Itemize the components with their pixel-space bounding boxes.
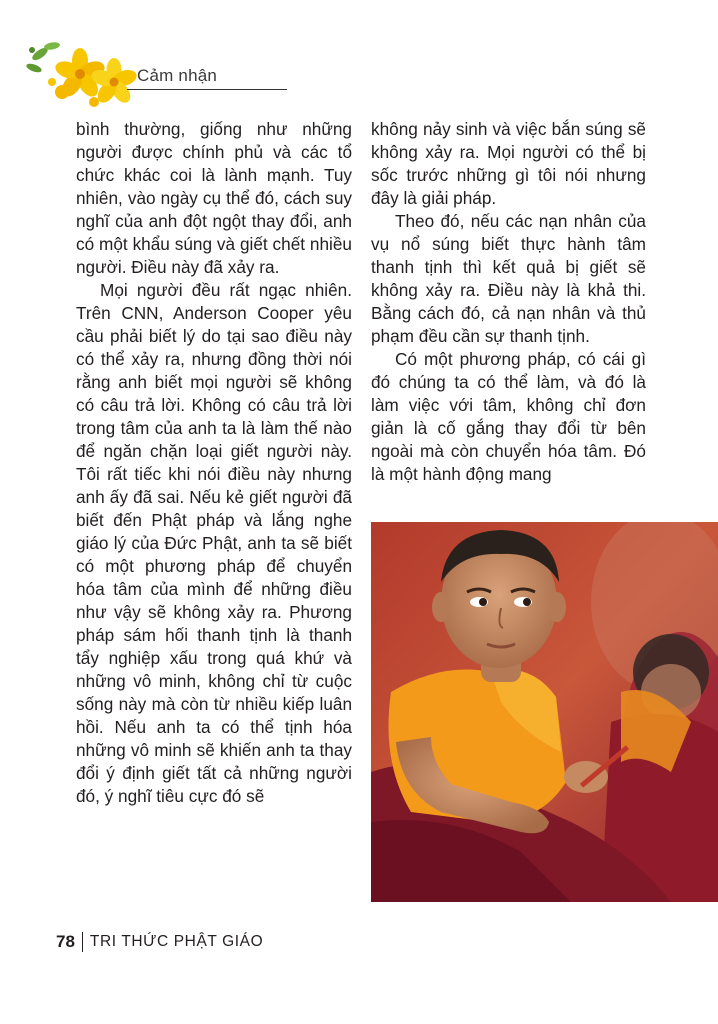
- article-paragraph: Có một phương pháp, có cái gì đó chúng ta có thể làm, và đó là làm việc với tâm, không chỉ đơn giản là cố gắng thay đổi từ bên ngoài mà còn chuyển hóa tâm. Đó là một hành động mang: [371, 349, 646, 484]
- article-paragraph: bình thường, giống như những người được chính phủ và các tổ chức khác coi là lành mạnh. Tuy nhiên, vào ngày cụ thể đó, cách suy nghĩ của anh đột ngột thay đổi, anh có một khẩu súng và giết chết nhiều người. Điều này đã xảy ra.: [76, 119, 352, 277]
- article-paragraph: không nảy sinh và việc bắn súng sẽ không xảy ra. Mọi người có thể bị sốc trước những gì tôi nói nhưng đây là giải pháp.: [371, 119, 646, 208]
- section-label: Cảm nhận: [137, 66, 218, 85]
- page-footer: [56, 930, 263, 954]
- article-paragraph: Mọi người đều rất ngạc nhiên. Trên CNN, Anderson Cooper yêu cầu phải biết lý do tại sao điều này có thể xảy ra, nhưng đồng thời nói rằng anh biết mọi người sẽ không có câu trả lời. Không có câu trả lời trong tâm của anh ta là làm thế nào để ngăn chặn loại giết người này. Tôi rất tiếc khi nói điều này nhưng anh ấy đã sai. Nếu kẻ giết người đã biết đến Phật pháp và lắng nghe giáo lý của Đức Phật, anh ta sẽ biết có một phương pháp để chuyển hóa tâm của mình để những điều như vậy sẽ không xảy ra. Phương pháp sám hối thanh tịnh là thanh tẩy nghiệp xấu trong quá khứ và những vô minh, không chỉ từ cuộc sống này mà còn từ nhiều kiếp luân hồi. Nếu anh ta có thể tịnh hóa những vô minh sẽ khiến anh ta thay đổi ý định giết tất cả những người đó, ý nghĩ tiêu cực đó sẽ: [76, 280, 352, 806]
- monk-illustration: [371, 522, 718, 902]
- footer-divider: [82, 932, 83, 952]
- header-rule: [127, 89, 287, 90]
- article-column-left: [76, 118, 352, 808]
- young-monk-photo: [371, 522, 718, 902]
- magazine-name: TRI THỨC PHẬT GIÁO: [89, 933, 264, 950]
- article-column-right: [371, 118, 646, 486]
- page-number: 78: [56, 932, 75, 951]
- yellow-flower-icon: [22, 36, 142, 116]
- article-paragraph: Theo đó, nếu các nạn nhân của vụ nổ súng biết thực hành tâm thanh tịnh thì kết quả bị giết sẽ không xảy ra. Điều này là khả thi. Bằng cách đó, cả nạn nhân và thủ phạm đều cần sự thanh tịnh.: [371, 211, 646, 346]
- page-header: [0, 0, 718, 120]
